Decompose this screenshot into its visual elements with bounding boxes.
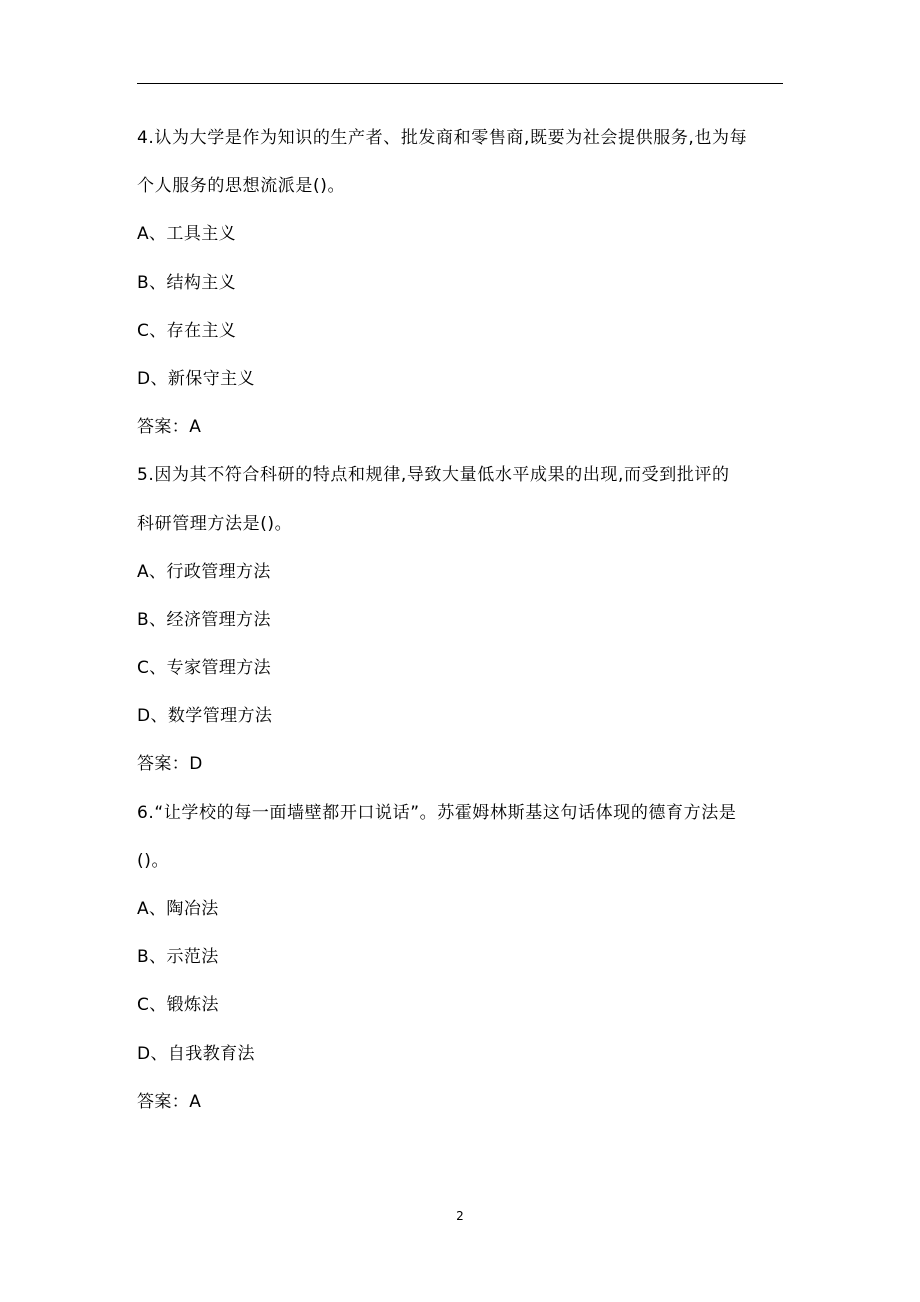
option-c: C、存在主义 [137, 320, 237, 341]
option-b: B、结构主义 [137, 272, 237, 293]
answer-line: 答案：D [137, 754, 203, 775]
question-5 [137, 451, 787, 788]
option-d: D、新保守主义 [137, 368, 255, 389]
answer-line: 答案：A [137, 417, 202, 438]
header-divider [137, 83, 783, 84]
option-c: C、锻炼法 [137, 995, 219, 1016]
page-number: 2 [456, 1209, 464, 1223]
option-a: A、陶冶法 [137, 899, 219, 919]
option-b: B、经济管理方法 [137, 609, 271, 630]
option-d: D、自我教育法 [137, 1043, 255, 1064]
option-b: B、示范法 [137, 947, 219, 968]
question-stem-line: ()。 [137, 850, 170, 871]
option-a: A、工具主义 [137, 224, 237, 245]
question-stem-line: 个人服务的思想流派是()。 [137, 176, 346, 197]
question-stem-line: 5.因为其不符合科研的特点和规律,导致大量低水平成果的出现,而受到批评的 [137, 465, 730, 486]
question-stem-line: 科研管理方法是()。 [137, 513, 293, 534]
question-stem-line: 4.认为大学是作为知识的生产者、批发商和零售商,既要为社会提供服务,也为每 [137, 128, 748, 148]
option-d: D、数学管理方法 [137, 706, 273, 727]
option-c: C、专家管理方法 [137, 658, 272, 679]
question-list [137, 114, 787, 1126]
option-a: A、行政管理方法 [137, 561, 271, 582]
question-6 [137, 789, 787, 1126]
question-stem-line: 6.“让学校的每一面墙壁都开口说话”。苏霍姆林斯基这句话体现的德育方法是 [137, 802, 737, 823]
answer-line: 答案：A [137, 1091, 202, 1112]
question-4 [137, 114, 787, 451]
